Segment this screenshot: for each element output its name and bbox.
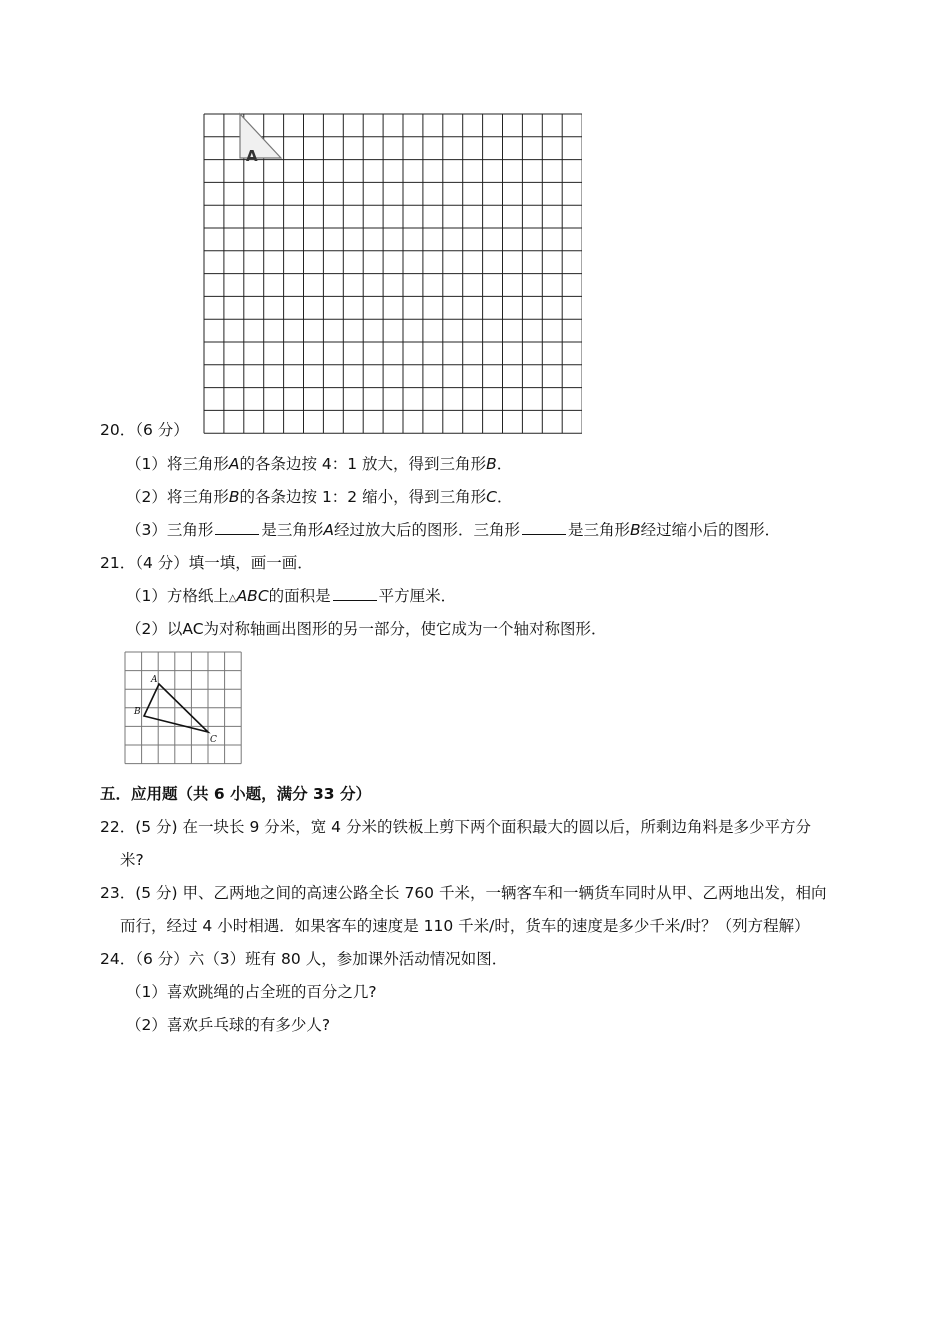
q20-sub2-end: ．: [496, 488, 513, 506]
q22-line2: 米?: [120, 851, 144, 869]
q22-line1: 22．(5 分) 在一块长 9 分米，宽 4 分米的铁板上剪下两个面积最大的圆以后，所剩边角料是多少平方分: [100, 818, 811, 836]
section-title: 五．应用题（共 6 小题，满分 33 分）: [100, 785, 371, 803]
answer-blank[interactable]: [333, 586, 377, 601]
q21-sub2: [126, 617, 607, 639]
q20-sub1-var-a: A: [228, 455, 240, 473]
q23-line1: 23．(5 分) 甲、乙两地之间的高速公路全长 760 千米，一辆客车和一辆货车同时从甲、乙两地出发，相向: [100, 884, 827, 902]
q24-sub1: （1）喜欢跳绳的占全班的百分之几?: [126, 983, 377, 1001]
q20-sub3-mid1: 是三角形: [261, 521, 324, 539]
q20-points: （6 分）: [135, 421, 189, 439]
q21-sub1-mid: 的面积是: [268, 587, 331, 605]
q20-sub1-end: ．: [496, 455, 513, 473]
q20-grid-figure: [202, 112, 582, 437]
q20-number: 20．: [100, 421, 136, 439]
q21-sub1-end: 平方厘米．: [378, 587, 457, 605]
q21-sub1-abc: ABC: [236, 587, 269, 605]
q20-sub2: [126, 485, 512, 507]
q20-sub3-var-b: B: [630, 521, 641, 539]
q21-grid-figure: [122, 648, 244, 768]
q20-sub3-mid3: 是三角形: [568, 521, 631, 539]
q20-sub2-var-c: C: [486, 488, 497, 506]
q24-header: 24．（6 分）六（3）班有 80 人，参加课外活动情况如图．: [100, 950, 508, 968]
answer-blank[interactable]: [215, 520, 259, 535]
q21-sub2-end: 为对称轴画出图形的另一部分，使它成为一个轴对称图形．: [203, 620, 607, 638]
q20-sub3-var-a: A: [323, 521, 334, 539]
q20-sub3-lead: （3）三角形: [126, 521, 214, 539]
q21-sub1-lead: （1）方格纸上: [126, 587, 229, 605]
q20-header: [100, 418, 189, 440]
q20-sub2-mid: 的各条边按 1：2 缩小，得到三角形: [239, 488, 487, 506]
q20-sub3-mid2: 经过放大后的图形．三角形: [334, 521, 521, 539]
q21-sub1: [126, 584, 456, 606]
vertex-a-label: A: [151, 675, 158, 685]
q21-header: 21．（4 分）填一填，画一画．: [100, 554, 313, 572]
q21-sub2-lead: （2）以: [126, 620, 183, 638]
answer-blank[interactable]: [522, 520, 566, 535]
q20-sub1-mid: 的各条边按 4：1 放大，得到三角形: [239, 455, 487, 473]
q20-sub1: [126, 452, 512, 474]
q20-sub2-lead: （2）将三角形: [126, 488, 229, 506]
q20-sub1-lead: （1）将三角形: [126, 455, 229, 473]
triangle-a-label: A: [246, 147, 258, 165]
q20-sub3-end: 经过缩小后的图形．: [640, 521, 781, 539]
q20-sub1-var-b: B: [486, 455, 497, 473]
triangle-symbol: △: [228, 593, 237, 604]
vertex-b-label: B: [134, 707, 141, 717]
vertex-c-label: C: [210, 735, 217, 745]
q20-sub3: [126, 518, 780, 540]
q23-line2: 而行，经过 4 小时相遇．如果客车的速度是 110 千米/时，货车的速度是多少千米/时？（列方程解）: [120, 917, 810, 935]
q21-sub2-ac: AC: [182, 620, 204, 638]
q20-sub2-var-b: B: [228, 488, 240, 506]
q24-sub2: （2）喜欢乒乓球的有多少人?: [126, 1016, 331, 1034]
